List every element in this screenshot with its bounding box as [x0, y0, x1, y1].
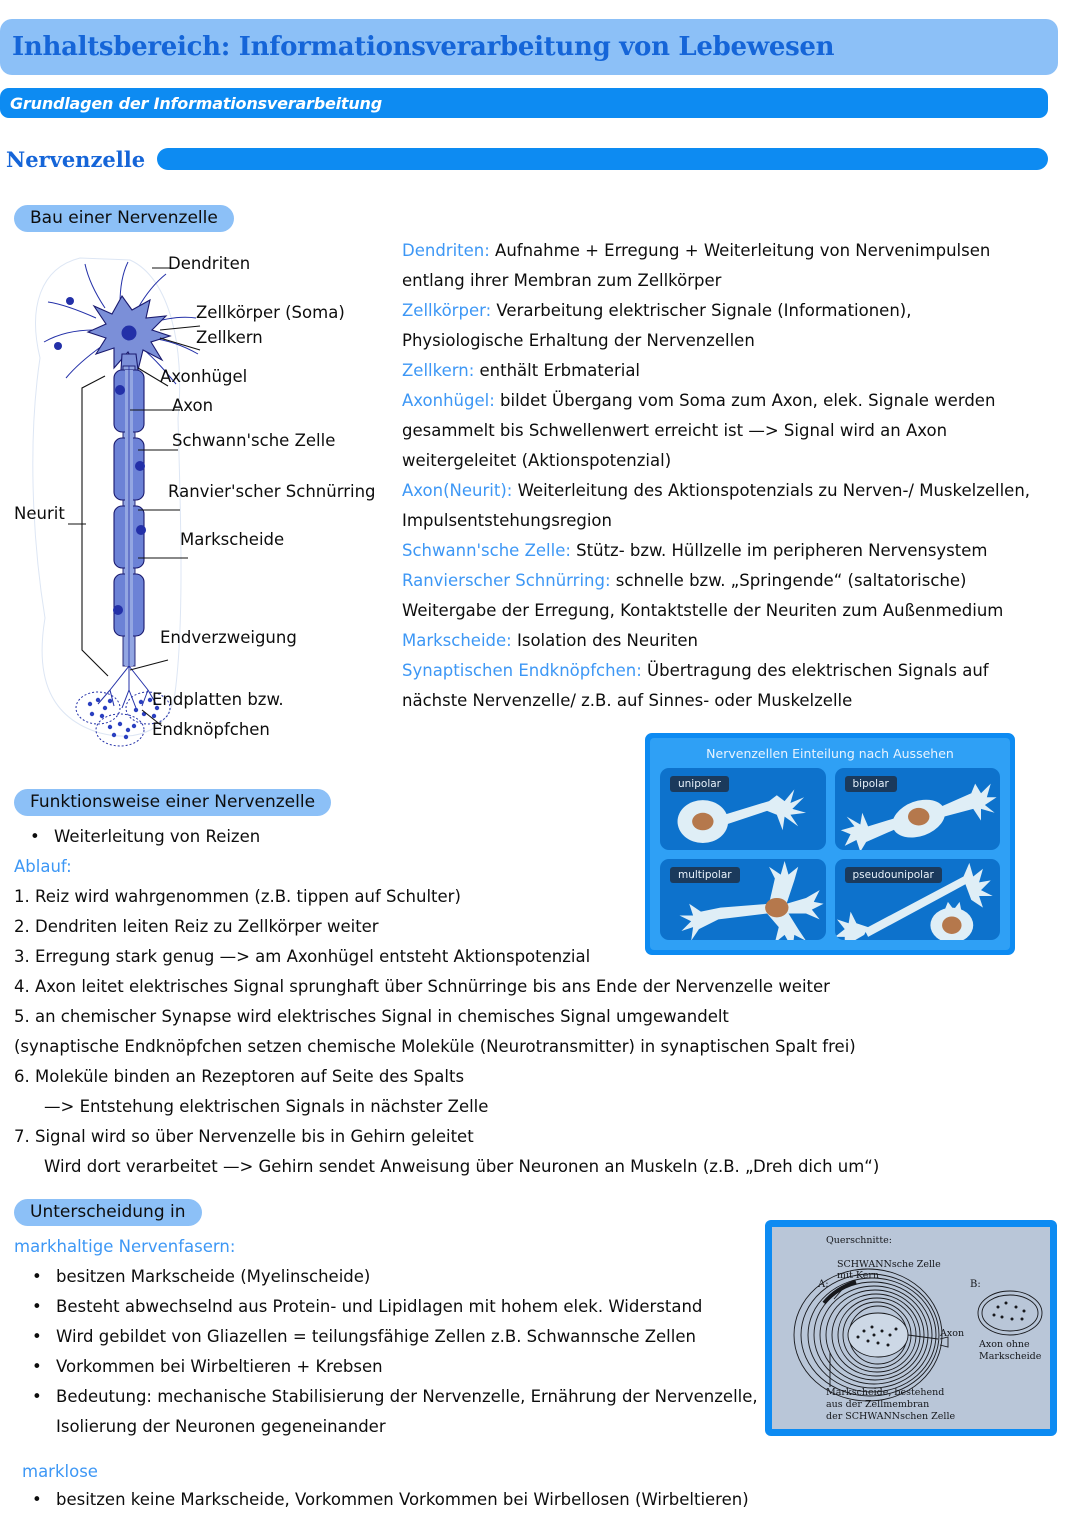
- page-title: Inhaltsbereich: Informationsverarbeitung von Lebewesen: [12, 32, 835, 62]
- definition-list: [402, 236, 1036, 716]
- list-item-text: Bedeutung: mechanische Stabilisierung der Nervenzelle, Ernährung der Nervenzelle, Isolierung der Neuronen gegeneinander: [56, 1387, 758, 1436]
- step-item: 5. an chemischer Synapse wird elektrisches Signal in chemisches Signal umgewandelt: [14, 1007, 729, 1026]
- label-endplatten: Endplatten bzw.: [152, 690, 284, 709]
- querschnitt-label-b: B:: [970, 1279, 981, 1290]
- list-item: [14, 1262, 774, 1292]
- funktionsweise-body: [14, 822, 944, 1182]
- definition-term: Schwann'sche Zelle:: [402, 541, 571, 560]
- label-axon: Axon: [172, 396, 214, 415]
- definition-item: [402, 236, 1036, 296]
- definition-term: Axonhügel:: [402, 391, 495, 410]
- step-item: 4. Axon leitet elektrisches Signal sprunghaft über Schnürringe bis ans Ende der Nervenzelle weiter: [14, 977, 830, 996]
- definition-text: enthält Erbmaterial: [479, 361, 641, 380]
- definition-text: Übertragung des elektrischen Signals auf nächste Nervenzelle/ z.B. auf Sinnes- oder Muskelzelle: [402, 661, 989, 710]
- label-zellkoerper: Zellkörper (Soma): [196, 303, 345, 322]
- label-markscheide: Markscheide: [180, 530, 285, 549]
- definition-text: Aufnahme + Erregung + Weiterleitung von Nervenimpulsen entlang ihrer Membran zum Zellkörper: [402, 241, 991, 290]
- topic-row: [0, 145, 1048, 173]
- main-banner: [0, 19, 1058, 75]
- definition-term: Dendriten:: [402, 241, 490, 260]
- step-item: 7. Signal wird so über Nervenzelle bis in Gehirn geleitet: [14, 1127, 474, 1146]
- definition-item: [402, 566, 1036, 626]
- list-item: [14, 1322, 774, 1352]
- section-header-bau: Bau einer Nervenzelle: [14, 205, 234, 232]
- marklose-heading: marklose: [22, 1462, 98, 1481]
- section-header-funktionsweise: Funktionsweise einer Nervenzelle: [14, 789, 331, 816]
- list-item: [14, 1382, 774, 1442]
- bullet-icon: •: [30, 827, 40, 846]
- axon-label: Axon: [940, 1328, 965, 1339]
- label-endverzweigung: Endverzweigung: [160, 628, 297, 647]
- bullet-icon: •: [32, 1297, 42, 1316]
- list-item-text: Vorkommen bei Wirbeltieren + Krebsen: [56, 1357, 383, 1376]
- step-item: (synaptische Endknöpfchen setzen chemische Moleküle (Neurotransmitter) in synaptischen Spalt frei): [14, 1037, 856, 1056]
- axon-ohne-markscheide-line1: Axon ohne: [979, 1339, 1030, 1350]
- topic-label: Nervenzelle: [6, 146, 146, 172]
- definition-item: [402, 296, 1036, 356]
- label-endknoepfchen: Endknöpfchen: [152, 720, 270, 739]
- list-item-text: besitzen keine Markscheide, Vorkommen Vorkommen bei Wirbellosen (Wirbeltieren): [56, 1490, 749, 1509]
- step-item: —> Entstehung elektrischen Signals in nächster Zelle: [44, 1097, 489, 1116]
- neuron-type-label: multipolar: [670, 867, 740, 883]
- topic-bar: [157, 148, 1048, 170]
- label-ranvierscher-schnuerring: Ranvier'scher Schnürring: [168, 482, 376, 501]
- neuron-type-label: bipolar: [845, 776, 897, 792]
- definition-term: Axon(Neurit):: [402, 481, 513, 500]
- list-item-text: Weiterleitung von Reizen: [54, 827, 261, 846]
- list-item-text: Besteht abwechselnd aus Protein- und Lipidlagen mit hohem elek. Widerstand: [56, 1297, 703, 1316]
- bullet-icon: •: [32, 1327, 42, 1346]
- list-item-text: Wird gebildet von Gliazellen = teilungsfähige Zellen z.B. Schwannsche Zellen: [56, 1327, 696, 1346]
- querschnitt-label-a: A:: [818, 1279, 829, 1290]
- markhaltige-list: [14, 1262, 774, 1442]
- markscheide-label-line1: Markscheide, bestehend: [826, 1387, 945, 1398]
- markscheide-label-line3: der SCHWANNschen Zelle: [826, 1411, 956, 1422]
- definition-item: [402, 476, 1036, 536]
- definition-item: [402, 626, 1036, 656]
- schwann-label-line2: mit Kern: [837, 1270, 880, 1281]
- definition-item: [402, 656, 1036, 716]
- neuron-type-label: unipolar: [670, 776, 729, 792]
- unterscheidung-body: [14, 1232, 774, 1442]
- sub-banner-title: Grundlagen der Informationsverarbeitung: [10, 93, 382, 113]
- neuron-type-label: pseudounipolar: [845, 867, 942, 883]
- step-item: 2. Dendriten leiten Reiz zu Zellkörper weiter: [14, 917, 379, 936]
- label-zellkern: Zellkern: [196, 328, 263, 347]
- definition-item: [402, 386, 1036, 476]
- list-item: [14, 1490, 749, 1509]
- list-item: [14, 1352, 774, 1382]
- label-schwannsche-zelle: Schwann'sche Zelle: [172, 431, 336, 450]
- ablauf-label: Ablauf:: [14, 857, 72, 876]
- label-dendriten: Dendriten: [168, 254, 251, 273]
- definition-text: Isolation des Neuriten: [516, 631, 698, 650]
- querschnitt-image: [765, 1220, 1057, 1436]
- schwann-label-line1: SCHWANNsche Zelle: [837, 1259, 941, 1270]
- bullet-icon: •: [32, 1387, 42, 1406]
- definition-term: Markscheide:: [402, 631, 512, 650]
- definition-text: Verarbeitung elektrischer Signale (Informationen), Physiologische Erhaltung der Nervenzellen: [402, 301, 912, 350]
- label-axonhuegel: Axonhügel: [160, 367, 248, 386]
- bullet-icon: •: [32, 1490, 42, 1509]
- sub-banner: [0, 88, 1048, 118]
- querschnitt-title: Querschnitte:: [826, 1235, 892, 1246]
- markscheide-label-line2: aus der Zellmembran: [826, 1399, 930, 1410]
- step-item: 3. Erregung stark genug —> am Axonhügel entsteht Aktionspotenzial: [14, 947, 591, 966]
- step-item: 1. Reiz wird wahrgenommen (z.B. tippen auf Schulter): [14, 887, 461, 906]
- definition-item: [402, 536, 1036, 566]
- definition-text: Weiterleitung des Aktionspotenzials zu Nerven-/ Muskelzellen, Impulsentstehungsregion: [402, 481, 1031, 530]
- definition-text: schnelle bzw. „Springende“ (saltatorische) Weitergabe der Erregung, Kontaktstelle der Neuriten zum Außenmedium: [402, 571, 1004, 620]
- neuron-types-title: Nervenzellen Einteilung nach Aussehen: [706, 746, 954, 761]
- bullet-icon: •: [32, 1267, 42, 1286]
- definition-text: bildet Übergang vom Soma zum Axon, elek. Signale werden gesammelt bis Schwellenwert erreicht ist —> Signal wird an Axon weitergeleitet (Aktionspotenzial): [402, 391, 996, 470]
- list-item-text: besitzen Markscheide (Myelinscheide): [56, 1267, 371, 1286]
- step-item: 6. Moleküle binden an Rezeptoren auf Seite des Spalts: [14, 1067, 465, 1086]
- list-item: [14, 1292, 774, 1322]
- definition-term: Zellkern:: [402, 361, 475, 380]
- markhaltige-heading: markhaltige Nervenfasern:: [14, 1237, 236, 1256]
- definition-item: [402, 356, 1036, 386]
- bullet-icon: •: [32, 1357, 42, 1376]
- label-neurit: Neurit: [14, 504, 65, 523]
- section-header-unterscheidung: Unterscheidung in: [14, 1199, 202, 1226]
- definition-term: Ranvierscher Schnürring:: [402, 571, 611, 590]
- definition-text: Stütz- bzw. Hüllzelle im peripheren Nervensystem: [576, 541, 988, 560]
- definition-term: Zellkörper:: [402, 301, 492, 320]
- axon-ohne-markscheide-line2: Markscheide: [979, 1351, 1042, 1362]
- step-item: Wird dort verarbeitet —> Gehirn sendet Anweisung über Neuronen an Muskeln (z.B. „Dreh dich um“): [44, 1157, 880, 1176]
- list-item: [14, 822, 944, 852]
- definition-term: Synaptischen Endknöpfchen:: [402, 661, 642, 680]
